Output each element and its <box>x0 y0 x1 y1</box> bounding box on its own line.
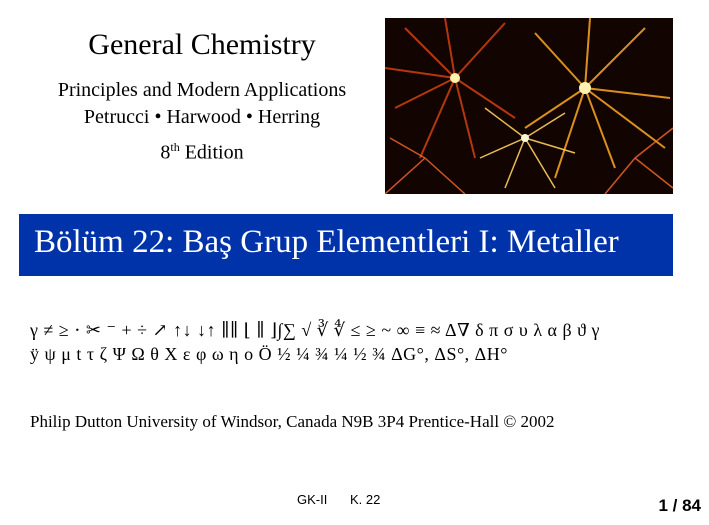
symbol-row-1: γ ≠ ≥ ⋅ ✂ ⁻ + ÷ ↗ ↑↓ ↓↑ ∥∥ ⌊ ∥ ⌋∫∑ √ ∛ ∜ ≤ ≥ ~ ∞ ≡ ≈ Δ∇ δ π σ υ λ α β ϑ γ <box>30 320 601 340</box>
symbol-row-2: ÿ ψ μ t τ ζ Ψ Ω θ Χ ε φ ω η ο Ö ½ ¼ ¾ ¼ ½ ¾ ΔG°, ΔS°, ΔH° <box>30 344 508 364</box>
slide-subtitle: Principles and Modern Applications <box>57 79 347 101</box>
slide-title: General Chemistry <box>88 28 316 61</box>
edition-word: Edition <box>179 141 244 164</box>
edition-suffix: th <box>170 140 180 154</box>
slide-edition <box>20 140 384 165</box>
page-number: 1 / 84 <box>658 496 701 515</box>
credit-line: Philip Dutton University of Windsor, Canada N9B 3P4 Prentice-Hall © 2002 <box>30 412 555 431</box>
fireworks-photo <box>385 18 673 194</box>
footer-course: GK-II <box>297 492 328 507</box>
footer-chapter: K. 22 <box>350 492 381 507</box>
slide-authors: Petrucci • Harwood • Herring <box>83 106 321 128</box>
edition-number: 8 <box>160 141 171 164</box>
chapter-title: Bölüm 22: Baş Grup Elementleri I: Metaller <box>34 224 619 260</box>
